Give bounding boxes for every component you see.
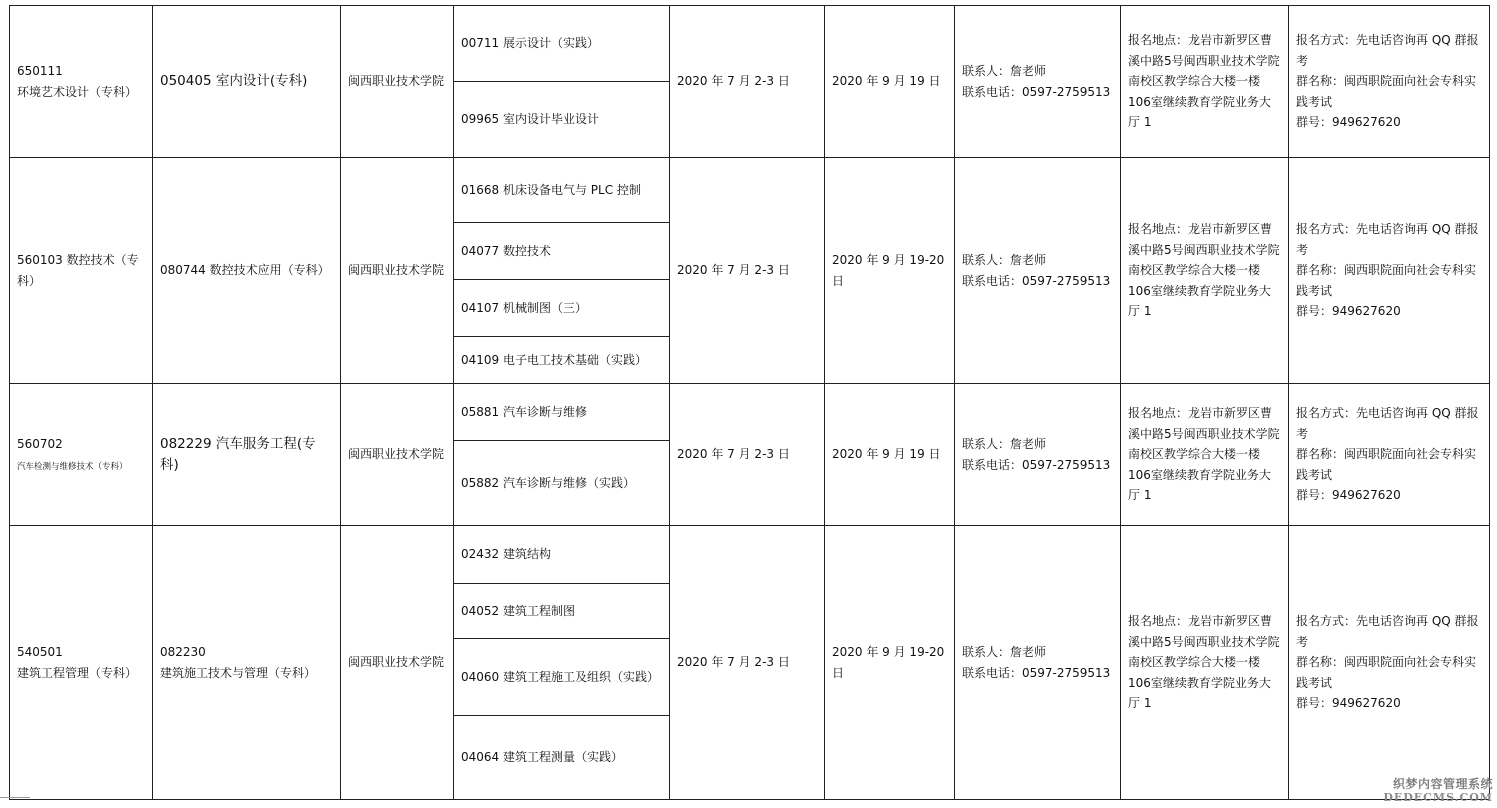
watermark-line2: DEDECMS.COM	[1383, 791, 1493, 804]
exam-date-cell: 2020 年 9 月 19 日	[824, 383, 955, 526]
course-cell: 04052 建筑工程制图	[453, 583, 670, 639]
watermark-line1: 织梦内容管理系统	[1392, 777, 1493, 791]
method-cell: 报名方式：先电话咨询再 QQ 群报考 群名称：闽西职院面向社会专科实践考试 群号：949627620	[1288, 5, 1490, 158]
major-name: 环境艺术设计（专科）	[17, 84, 138, 99]
major-name: 汽车检测与维修技术（专科）	[17, 461, 128, 472]
major-code: 540501	[17, 645, 63, 659]
major-code: 650111	[17, 64, 63, 78]
course-cell: 04060 建筑工程施工及组织（实践）	[453, 638, 670, 716]
major-cell	[9, 5, 153, 158]
major-cell	[9, 525, 153, 800]
signup-date-cell: 2020 年 7 月 2-3 日	[669, 5, 825, 158]
location-cell: 报名地点：龙岩市新罗区曹溪中路5号闽西职业技术学院南校区教学综合大楼一楼106室继续教育学院业务大厅 1	[1120, 157, 1289, 384]
course-cell: 05882 汽车诊断与维修（实践）	[453, 440, 670, 526]
contact-cell: 联系人：詹老师 联系电话：0597-2759513	[954, 383, 1121, 526]
major-name: 560103 数控技术（专科）	[17, 253, 139, 288]
course-cell: 04109 电子电工技术基础（实践）	[453, 336, 670, 384]
method-cell: 报名方式：先电话咨询再 QQ 群报考 群名称：闽西职院面向社会专科实践考试 群号：949627620	[1288, 383, 1490, 526]
course-cell: 09965 室内设计毕业设计	[453, 81, 670, 158]
major-cell	[9, 157, 153, 384]
location-cell: 报名地点：龙岩市新罗区曹溪中路5号闽西职业技术学院南校区教学综合大楼一楼106室继续教育学院业务大厅 1	[1120, 383, 1289, 526]
course-cell: 00711 展示设计（实践）	[453, 5, 670, 82]
location-cell: 报名地点：龙岩市新罗区曹溪中路5号闽西职业技术学院南校区教学综合大楼一楼106室继续教育学院业务大厅 1	[1120, 5, 1289, 158]
school-cell: 闽西职业技术学院	[340, 383, 454, 526]
exam-major-cell: 050405 室内设计(专科)	[152, 5, 341, 158]
school-cell: 闽西职业技术学院	[340, 157, 454, 384]
contact-cell: 联系人：詹老师 联系电话：0597-2759513	[954, 157, 1121, 384]
exam-date-cell: 2020 年 9 月 19 日	[824, 5, 955, 158]
exam-date-cell: 2020 年 9 月 19-20 日	[824, 525, 955, 800]
course-cell: 04064 建筑工程测量（实践）	[453, 715, 670, 800]
major-code: 560702	[17, 437, 63, 451]
watermark	[1381, 777, 1493, 805]
exam-date-cell: 2020 年 9 月 19-20 日	[824, 157, 955, 384]
course-cell: 04077 数控技术	[453, 222, 670, 280]
page-edge-line	[0, 797, 30, 798]
course-cell: 02432 建筑结构	[453, 525, 670, 584]
signup-date-cell: 2020 年 7 月 2-3 日	[669, 383, 825, 526]
course-cell: 05881 汽车诊断与维修	[453, 383, 670, 441]
exam-major-cell: 080744 数控技术应用（专科）	[152, 157, 341, 384]
method-cell: 报名方式：先电话咨询再 QQ 群报考 群名称：闽西职院面向社会专科实践考试 群号：949627620	[1288, 525, 1490, 800]
major-cell	[9, 383, 153, 526]
course-cell: 04107 机械制图（三）	[453, 279, 670, 337]
signup-date-cell: 2020 年 7 月 2-3 日	[669, 157, 825, 384]
school-cell: 闽西职业技术学院	[340, 525, 454, 800]
location-cell: 报名地点：龙岩市新罗区曹溪中路5号闽西职业技术学院南校区教学综合大楼一楼106室继续教育学院业务大厅 1	[1120, 525, 1289, 800]
contact-cell: 联系人：詹老师 联系电话：0597-2759513	[954, 525, 1121, 800]
school-cell: 闽西职业技术学院	[340, 5, 454, 158]
exam-major-cell: 082230 建筑施工技术与管理（专科）	[152, 525, 341, 800]
signup-date-cell: 2020 年 7 月 2-3 日	[669, 525, 825, 800]
major-name: 建筑工程管理（专科）	[17, 665, 138, 680]
course-cell: 01668 机床设备电气与 PLC 控制	[453, 157, 670, 223]
contact-cell: 联系人：詹老师 联系电话：0597-2759513	[954, 5, 1121, 158]
exam-major-cell: 082229 汽车服务工程(专科)	[152, 383, 341, 526]
method-cell: 报名方式：先电话咨询再 QQ 群报考 群名称：闽西职院面向社会专科实践考试 群号：949627620	[1288, 157, 1490, 384]
